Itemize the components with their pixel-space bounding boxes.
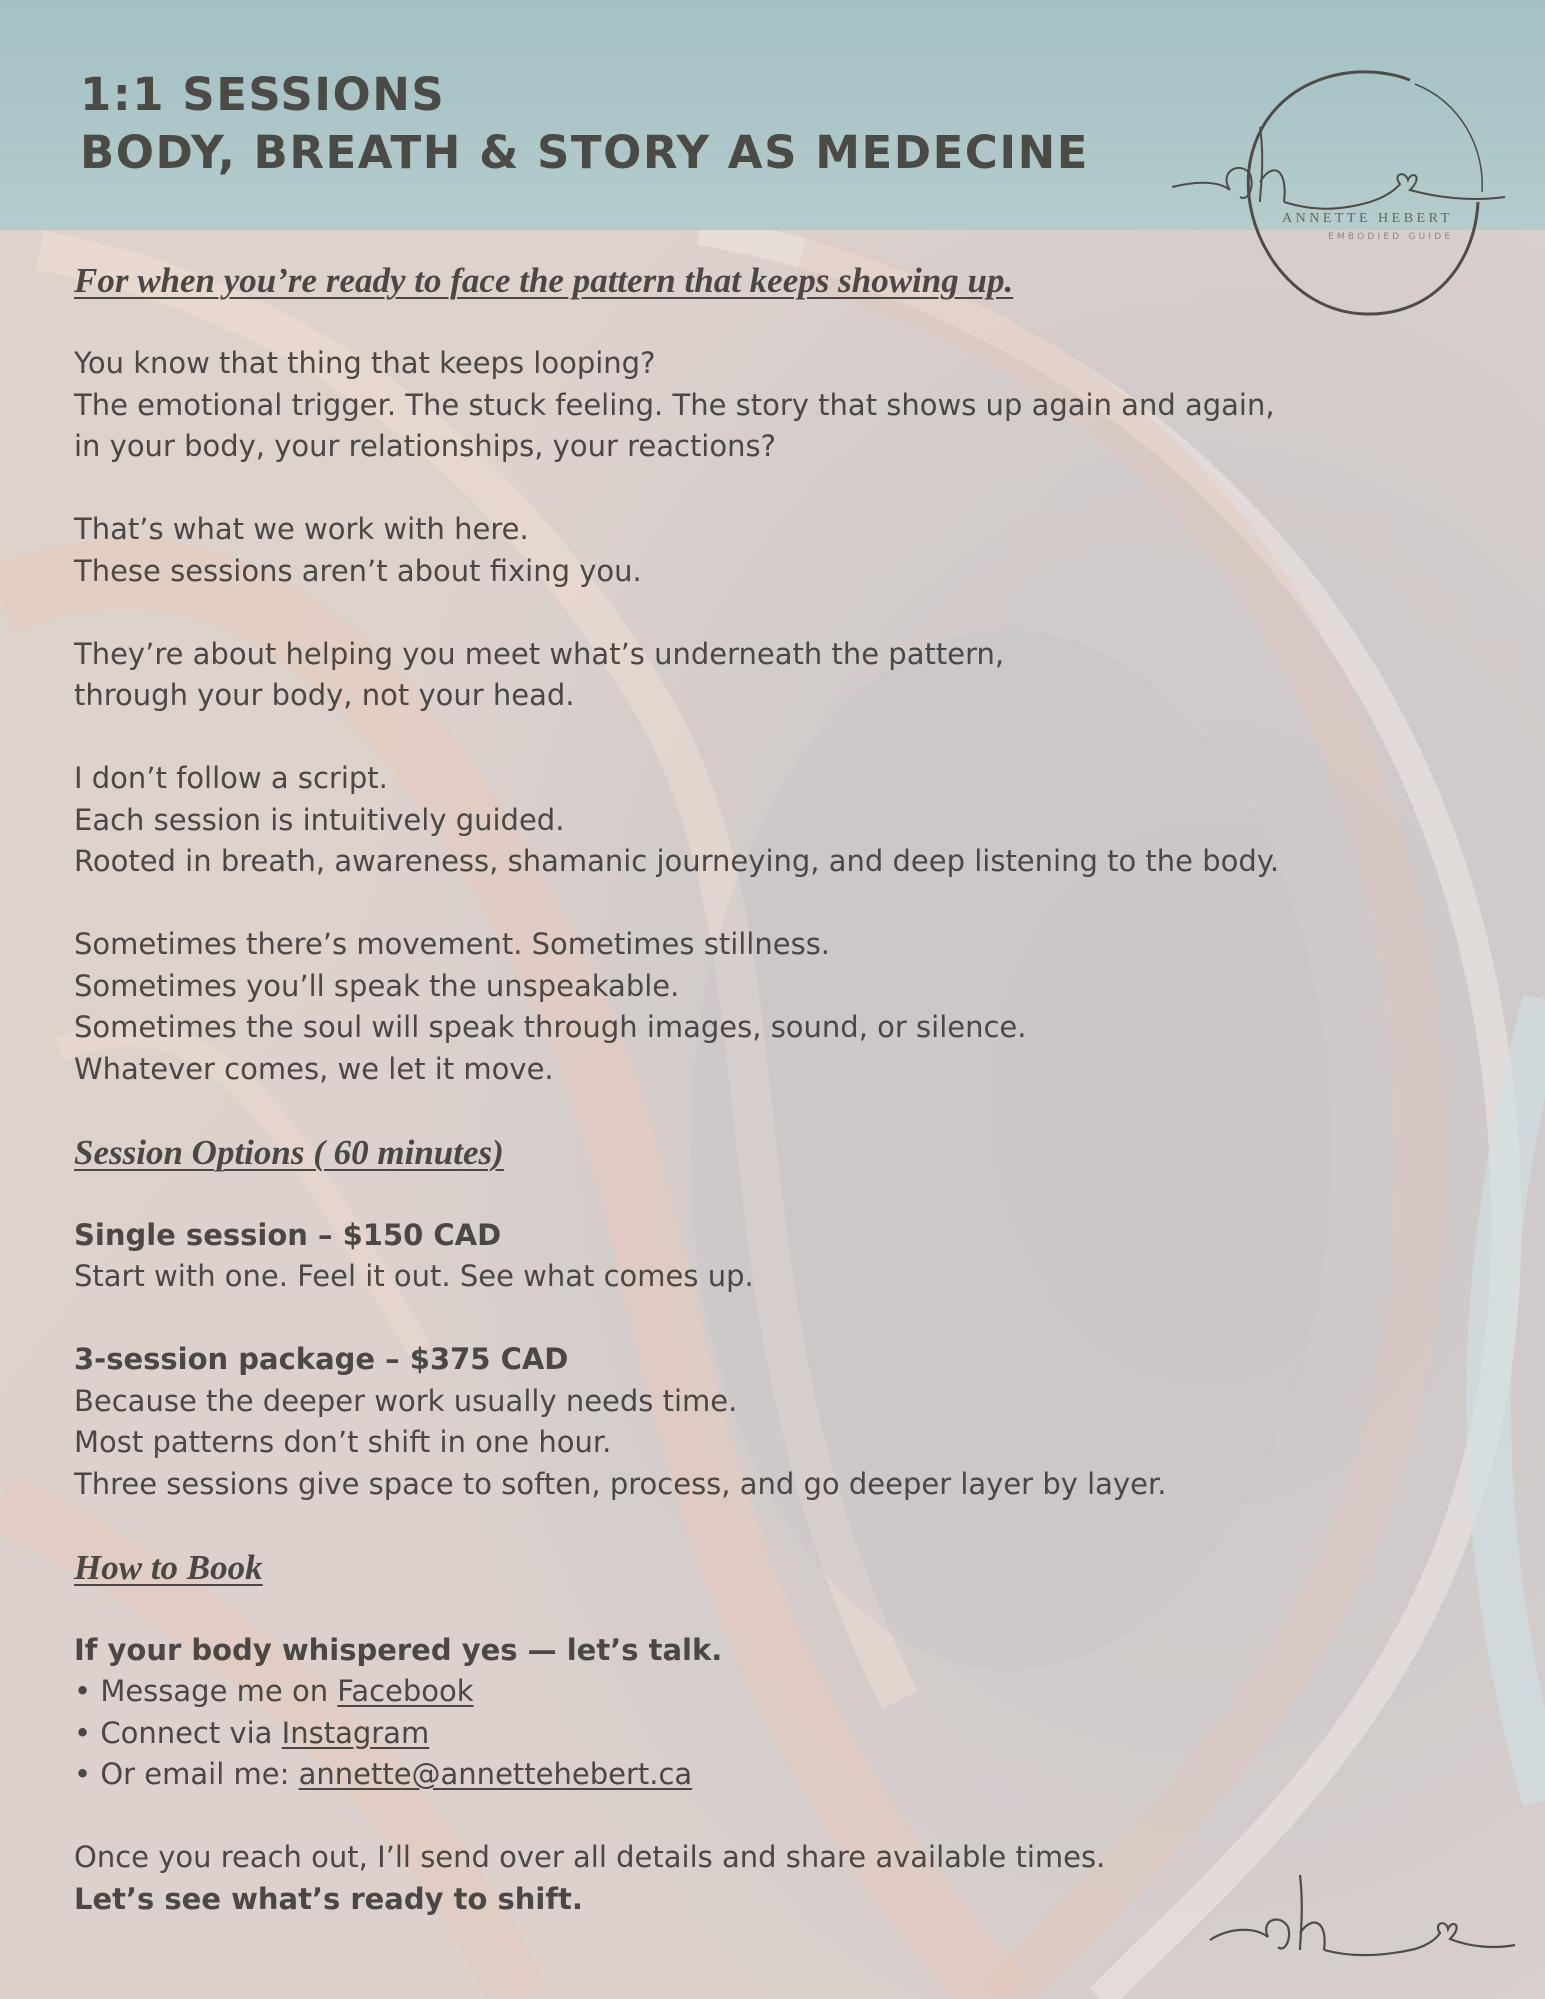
- booking-item-instagram: [74, 1713, 1374, 1755]
- package-block: [74, 1339, 1374, 1505]
- booking-item-email: [74, 1754, 1374, 1796]
- intro-line: They’re about helping you meet what’s underneath the pattern,: [74, 636, 1005, 671]
- title-line-2: BODY, BREATH & STORY AS MEDECINE: [80, 126, 1089, 179]
- intro-line: I don’t follow a script.: [74, 761, 388, 795]
- intro-paragraph-5: [74, 924, 1374, 1090]
- single-session-title: Single session – $150 CAD: [74, 1217, 502, 1252]
- signature-monogram-icon: [1200, 1865, 1520, 1975]
- intro-line: Sometimes you’ll speak the unspeakable.: [74, 968, 680, 1003]
- intro-line: These sessions aren’t about fixing you.: [74, 553, 642, 588]
- intro-line: Sometimes the soul will speak through images, sound, or silence.: [74, 1010, 1027, 1044]
- intro-paragraph-3: [74, 634, 1374, 717]
- logo-circle-icon: [1160, 62, 1510, 332]
- closing-line: Once you reach out, I’ll send over all details and share available times.: [74, 1840, 1106, 1874]
- single-session-line: Start with one. Feel it out. See what comes up.: [74, 1259, 754, 1293]
- package-line: Three sessions give space to soften, process, and go deeper layer by layer.: [74, 1466, 1167, 1501]
- booking-lead: If your body whispered yes — let’s talk.: [74, 1632, 723, 1667]
- intro-line: in your body, your relationships, your reactions?: [74, 429, 776, 463]
- booking-block: [74, 1630, 1374, 1796]
- intro-paragraph-4: [74, 758, 1374, 883]
- booking-item-prefix: • Or email me:: [74, 1757, 299, 1791]
- instagram-link[interactable]: Instagram: [281, 1715, 430, 1750]
- intro-line: You know that thing that keeps looping?: [74, 346, 656, 380]
- intro-line: Sometimes there’s movement. Sometimes stillness.: [74, 927, 831, 961]
- intro-line: through your body, not your head.: [74, 678, 575, 712]
- package-line: Because the deeper work usually needs time.: [74, 1383, 738, 1418]
- single-session-block: [74, 1215, 1374, 1298]
- logo-name: ANNETTE HEBERT: [1282, 211, 1453, 226]
- closing-tagline: Let’s see what’s ready to shift.: [74, 1881, 583, 1916]
- intro-line: Rooted in breath, awareness, shamanic journeying, and deep listening to the body.: [74, 844, 1280, 878]
- intro-line: That’s what we work with here.: [74, 512, 529, 546]
- intro-line: The emotional trigger. The stuck feeling. The story that shows up again and again,: [74, 387, 1275, 422]
- email-link[interactable]: annette@annettehebert.ca: [298, 1757, 693, 1791]
- package-line: Most patterns don’t shift in one hour.: [74, 1425, 612, 1459]
- intro-paragraph-2: [74, 509, 1374, 592]
- page-title: [80, 66, 1089, 182]
- brand-logo: [1160, 62, 1510, 332]
- how-to-book-heading: How to Book: [74, 1547, 263, 1587]
- intro-paragraph-1: [74, 343, 1374, 468]
- booking-item-prefix: • Message me on: [74, 1674, 338, 1708]
- main-content: [74, 258, 1374, 1962]
- facebook-link[interactable]: Facebook: [337, 1674, 474, 1708]
- intro-line: Whatever comes, we let it move.: [74, 1051, 554, 1086]
- booking-item-prefix: • Connect via: [74, 1715, 282, 1750]
- intro-heading: For when you’re ready to face the pattern that keeps showing up.: [74, 261, 1014, 300]
- booking-item-facebook: [74, 1671, 1374, 1713]
- closing-block: [74, 1837, 1374, 1920]
- logo-tagline: EMBODIED GUIDE: [1328, 232, 1454, 242]
- title-line-1: 1:1 SESSIONS: [80, 68, 446, 121]
- session-options-heading: Session Options ( 60 minutes): [74, 1132, 504, 1172]
- package-title: 3-session package – $375 CAD: [74, 1342, 569, 1376]
- intro-line: Each session is intuitively guided.: [74, 802, 565, 837]
